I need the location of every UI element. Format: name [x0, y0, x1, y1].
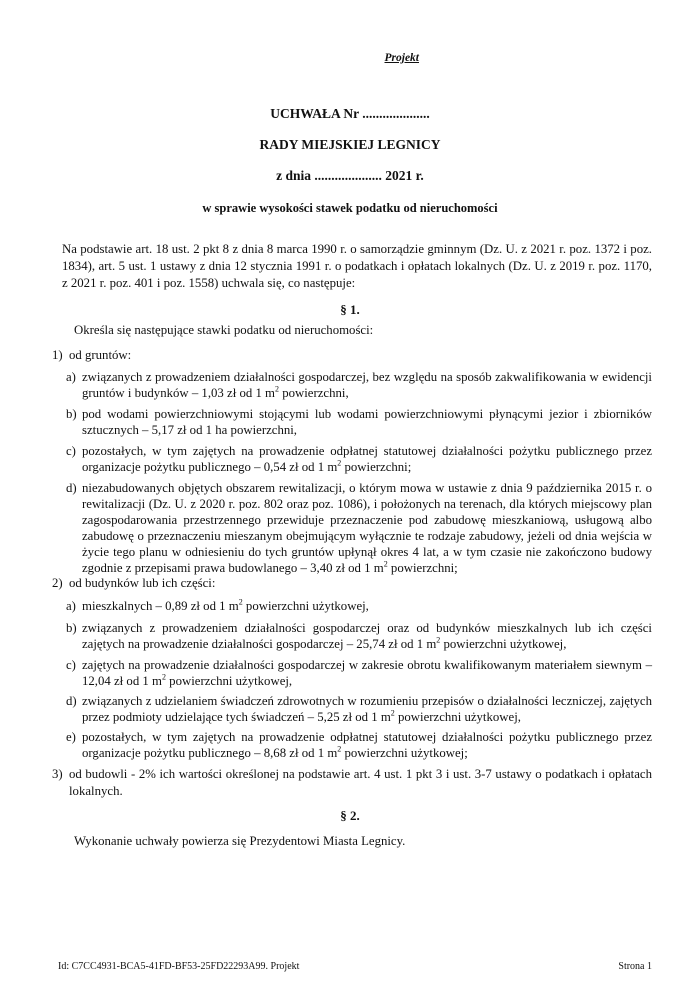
item-letter: a): [66, 599, 76, 613]
list-item: [66, 406, 652, 438]
section-2-text: Wykonanie uchwały powierza się Prezydentowi Miasta Legnicy.: [74, 834, 406, 848]
item-text: mieszkalnych – 0,89 zł od 1 $m^2$ powierzchni użytkowej,: [82, 597, 369, 613]
legal-basis-paragraph: Na podstawie art. 18 ust. 2 pkt 8 z dnia 8 marca 1990 r. o samorządzie gminnym (Dz. U. z 2021 r. poz. 1372 i poz. 1834), art. 5 ust. 1 ustawy z dnia 12 stycznia 1991 r. o podatkach i opłatach lokalnych (Dz. U. z 2019 r. poz. 1170, z 2021 r. poz. 401 i poz. 1558) uchwala się, co następuje:: [62, 242, 652, 290]
group-label: od gruntów:: [69, 348, 132, 362]
list-item: [66, 693, 652, 725]
list-item: [66, 620, 652, 652]
group-text: od budowli - 2% ich wartości określonej na podstawie art. 4 ust. 1 pkt 3 i ust. 3-7 ustawy o podatkach i opłatach lokalnych.: [69, 767, 652, 798]
resolution-title: UCHWAŁA Nr ....................: [270, 106, 430, 121]
item-letter: e): [66, 730, 76, 744]
page-number: Strona 1: [618, 961, 652, 972]
group-number: 3): [52, 767, 63, 781]
item-text: pozostałych, w tym zajętych na prowadzenie odpłatnej statutowej działalności pożytku publicznego przez organizacje pożytku publicznego – 0,54 zł od 1 $m^2$ powierzchni;: [82, 444, 652, 474]
list-item: [66, 729, 652, 761]
resolution-subject: w sprawie wysokości stawek podatku od nieruchomości: [202, 201, 498, 215]
item-letter: b): [66, 407, 77, 421]
item-letter: b): [66, 621, 77, 635]
resolution-date: z dnia .................... 2021 r.: [276, 168, 424, 183]
section-2-heading: § 2.: [340, 808, 360, 823]
item-letter: a): [66, 370, 76, 384]
item-text: pozostałych, w tym zajętych na prowadzenie odpłatnej statutowej działalności pożytku publicznego przez organizacje pożytku publicznego – 8,68 zł od 1 $m^2$ powierzchni użytkowej;: [82, 730, 652, 760]
section-1-heading: § 1.: [340, 302, 360, 317]
document-id: Id: C7CC4931-BCA5-41FD-BF53-25FD22293A99. Projekt: [58, 961, 300, 972]
item-text: niezabudowanych objętych obszarem rewitalizacji, o którym mowa w ustawie z dnia 9 października 2015 r. o rewitalizacji (Dz. U. z 2020 r. poz. 802 oraz poz. 1086), i położonych na terenach, dla których miejscowy plan zagospodarowania przestrzennego przewiduje przeznaczenie pod zabudowę mieszkaniową, usługową albo zabudowę o przeznaczeniu mieszanym obejmującym wyłącznie te rodzaje zabudowy, jeżeli od dnia wejścia w życie tego planu w odniesieniu do tych gruntów upłynął okres 4 lat, a w tym czasie nie zakończono budowy zgodnie z przepisami prawa budowlanego – 3,40 zł od 1 $m^2$ powierzchni;: [82, 481, 652, 575]
group-label: od budynków lub ich części:: [69, 576, 216, 590]
item-text: związanych z udzielaniem świadczeń zdrowotnych w rozumieniu przepisów o działalności leczniczej, zajętych przez podmioty udzielające tych świadczeń – 5,25 zł od 1 $m^2$ powierzchni użytkowej,: [82, 694, 652, 724]
item-text: związanych z prowadzeniem działalności gospodarczej oraz od budynków mieszkalnych lub ich części zajętych na prowadzenie działalności gospodarczej – 25,74 zł od 1 $m^2$ powierzchni użytkowej,: [82, 621, 652, 651]
item-text: zajętych na prowadzenie działalności gospodarczej w zakresie obrotu kwalifikowanym materiałem siewnym – 12,04 zł od 1 $m^2$ powierzchni użytkowej,: [82, 658, 652, 688]
projekt-label: Projekt: [384, 52, 419, 64]
group-structures: [52, 766, 652, 800]
group-buildings: [52, 575, 652, 592]
item-letter: d): [66, 481, 77, 495]
list-item: [66, 657, 652, 689]
section-1-lead: Określa się następujące stawki podatku od nieruchomości:: [74, 323, 374, 337]
item-text: pod wodami powierzchniowymi stojącymi lub wodami powierzchniowymi płynącymi jezior i zbiorników sztucznych – 5,17 zł od 1 ha powierzchni,: [82, 407, 652, 437]
item-letter: c): [66, 444, 76, 458]
item-text: związanych z prowadzeniem działalności gospodarczej, bez względu na sposób zakwalifikowania w ewidencji gruntów i budynków – 1,03 zł od 1 $m^2$ powierzchni,: [82, 370, 652, 400]
group-number: 1): [52, 348, 63, 362]
group-land: [52, 347, 652, 364]
list-item: [66, 480, 652, 576]
list-item: [66, 369, 652, 401]
list-item: [66, 443, 652, 475]
council-name: RADY MIEJSKIEJ LEGNICY: [259, 137, 441, 152]
group-number: 2): [52, 576, 63, 590]
list-item: [66, 598, 652, 614]
item-letter: d): [66, 694, 77, 708]
item-letter: c): [66, 658, 76, 672]
